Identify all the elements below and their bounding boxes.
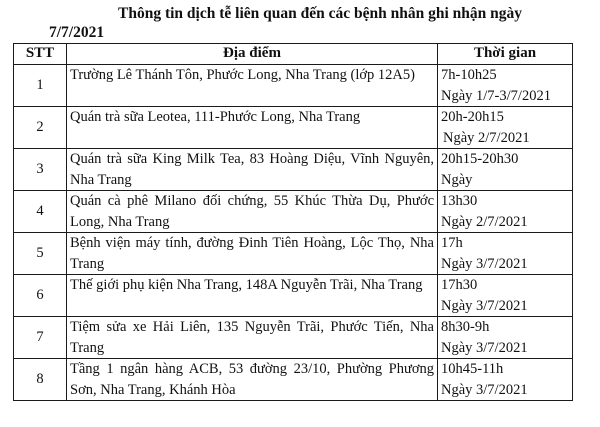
header-time: Thời gian xyxy=(438,44,573,65)
table-row xyxy=(14,191,573,233)
row-time-hours: 17h xyxy=(441,235,463,251)
row-time-date: Ngày 3/7/2021 xyxy=(441,297,528,314)
row-time-date: Ngày 3/7/2021 xyxy=(441,381,528,398)
row-time-hours: 7h-10h25 xyxy=(441,67,497,83)
header-place: Địa điểm xyxy=(67,44,438,65)
row-stt: 2 xyxy=(14,107,67,149)
row-stt: 6 xyxy=(14,275,67,317)
row-stt: 3 xyxy=(14,149,67,191)
row-time xyxy=(438,191,573,233)
table-header-row xyxy=(14,44,573,65)
row-time-date: Ngày 1/7-3/7/2021 xyxy=(441,87,551,104)
table-row xyxy=(14,65,573,107)
row-time xyxy=(438,149,573,191)
row-time-date: Ngày xyxy=(441,171,473,188)
row-time xyxy=(438,359,573,401)
row-place: Quán trà sữa Leotea, 111-Phước Long, Nha Trang xyxy=(67,107,438,149)
row-time xyxy=(438,317,573,359)
table-row xyxy=(14,359,573,401)
row-time xyxy=(438,65,573,107)
row-time-hours: 8h30-9h xyxy=(441,319,490,335)
row-stt: 5 xyxy=(14,233,67,275)
row-stt: 7 xyxy=(14,317,67,359)
row-place: Tầng 1 ngân hàng ACB, 53 đường 23/10, Phường Phương Sơn, Nha Trang, Khánh Hòa xyxy=(67,359,438,401)
row-place: Thế giới phụ kiện Nha Trang, 148A Nguyễn Trãi, Nha Trang xyxy=(67,275,438,317)
row-time-hours: 10h45-11h xyxy=(441,361,504,377)
locations-table xyxy=(13,43,573,401)
row-place: Bệnh viện máy tính, đường Đinh Tiên Hoàng, Lộc Thọ, Nha Trang xyxy=(67,233,438,275)
table-row xyxy=(14,149,573,191)
row-stt: 8 xyxy=(14,359,67,401)
document-title xyxy=(0,4,600,42)
row-time xyxy=(438,233,573,275)
row-time-date: Ngày 3/7/2021 xyxy=(441,255,528,272)
row-time-date: Ngày 2/7/2021 xyxy=(441,213,528,230)
row-time-date: Ngày 3/7/2021 xyxy=(441,339,528,356)
table-row xyxy=(14,233,573,275)
row-time xyxy=(438,275,573,317)
table-row xyxy=(14,275,573,317)
title-line-1: Thông tin dịch tễ liên quan đến các bệnh nhân ghi nhận ngày xyxy=(118,5,522,22)
title-line-2: 7/7/2021 xyxy=(49,24,105,41)
header-stt: STT xyxy=(14,44,67,65)
row-time-hours: 20h-20h15 xyxy=(441,109,504,125)
table-row xyxy=(14,107,573,149)
row-stt: 1 xyxy=(14,65,67,107)
row-stt: 4 xyxy=(14,191,67,233)
row-time-hours: 17h30 xyxy=(441,277,478,293)
table-row xyxy=(14,317,573,359)
row-time-hours: 20h15-20h30 xyxy=(441,151,519,167)
row-time-date: Ngày 2/7/2021 xyxy=(443,129,530,146)
row-place: Trường Lê Thánh Tôn, Phước Long, Nha Trang (lớp 12A5) xyxy=(67,65,438,107)
row-time-hours: 13h30 xyxy=(441,193,478,209)
row-time xyxy=(438,107,573,149)
row-place: Quán trà sữa King Milk Tea, 83 Hoàng Diệu, Vĩnh Nguyên, Nha Trang xyxy=(67,149,438,191)
row-place: Tiệm sửa xe Hải Liên, 135 Nguyễn Trãi, Phước Tiến, Nha Trang xyxy=(67,317,438,359)
row-place: Quán cà phê Milano đối chứng, 55 Khúc Thừa Dụ, Phước Long, Nha Trang xyxy=(67,191,438,233)
